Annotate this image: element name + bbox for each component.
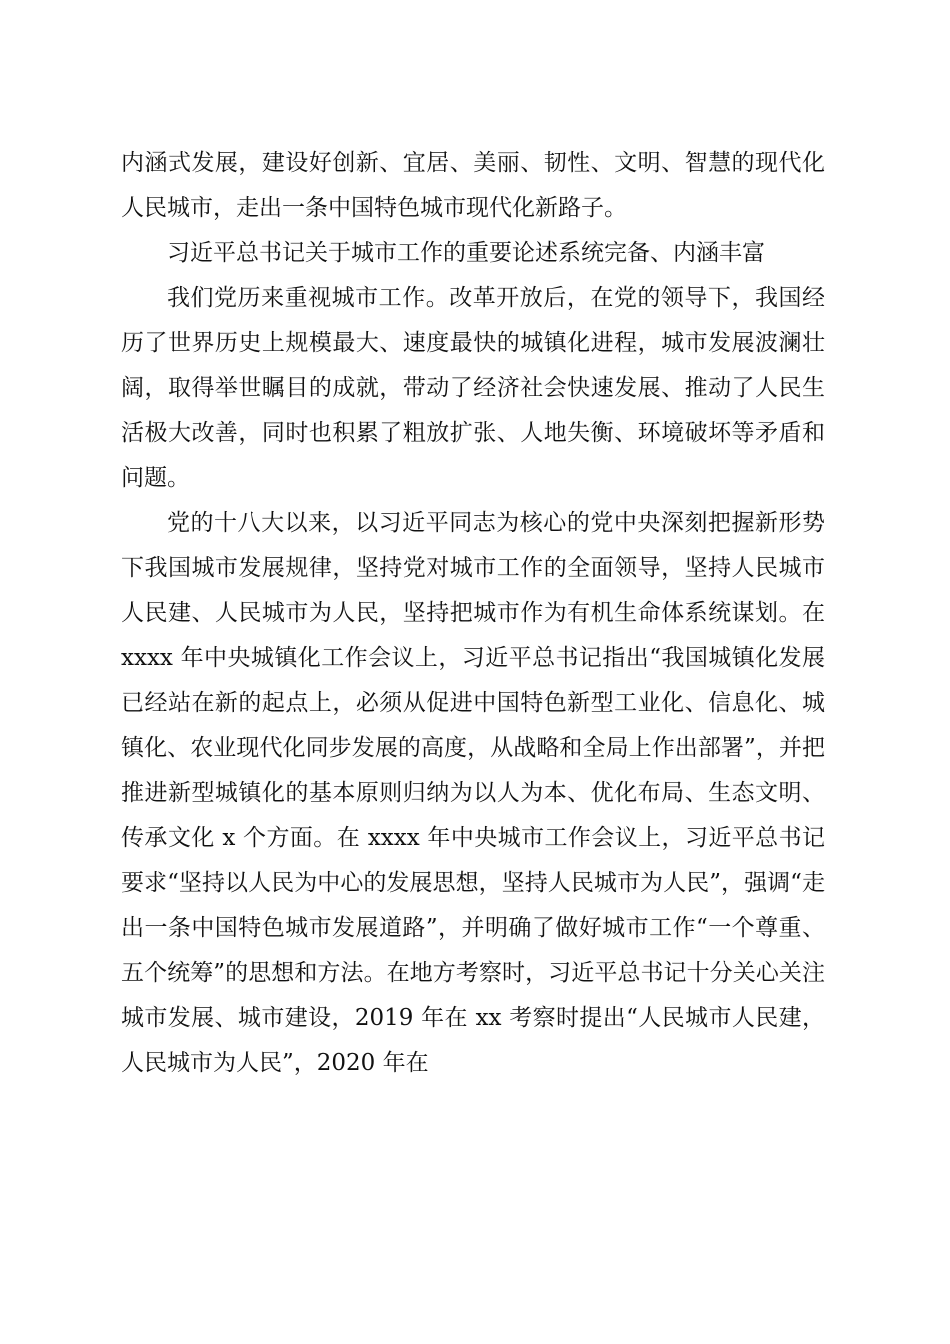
paragraph-eighteenth-congress: 党的十八大以来，以习近平同志为核心的党中央深刻把握新形势下我国城市发展规律，坚持党对城市工作的全面领导，坚持人民城市人民建、人民城市为人民，坚持把城市作为有机生命体系统谋划。在 xxxx 年中央城镇化工作会议上，习近平总书记指出“我国城镇化发展已经站在新的起点上，必须从促进中国特色新型工业化、信息化、城镇化、农业现代化同步发展的高度，从战略和全局上作出部署”，并把推进新型城镇化的基本原则归纳为以人为本、优化布局、生态文明、传承文化 x 个方面。在 xxxx 年中央城市工作会议上，习近平总书记要求“坚持以人民为中心的发展思想，坚持人民城市为人民”，强调“走出一条中国特色城市发展道路”，并明确了做好城市工作“一个尊重、五个统筹”的思想和方法。在地方考察时，习近平总书记十分关心关注城市发展、城市建设，2019 年在 xx 考察时提出“人民城市人民建，人民城市为人民”，2020 年在 (121, 510, 825, 1076)
paragraph-continuation: 内涵式发展，建设好创新、宜居、美丽、韧性、文明、智慧的现代化人民城市，走出一条中国特色城市现代化新路子。 (121, 150, 825, 221)
section-heading: 习近平总书记关于城市工作的重要论述系统完备、内涵丰富 (167, 240, 765, 266)
document-body (121, 141, 825, 1086)
paragraph-history: 我们党历来重视城市工作。改革开放后，在党的领导下，我国经历了世界历史上规模最大、速度最快的城镇化进程，城市发展波澜壮阔，取得举世瞩目的成就，带动了经济社会快速发展、推动了人民生活极大改善，同时也积累了粗放扩张、人地失衡、环境破坏等矛盾和问题。 (121, 285, 825, 491)
